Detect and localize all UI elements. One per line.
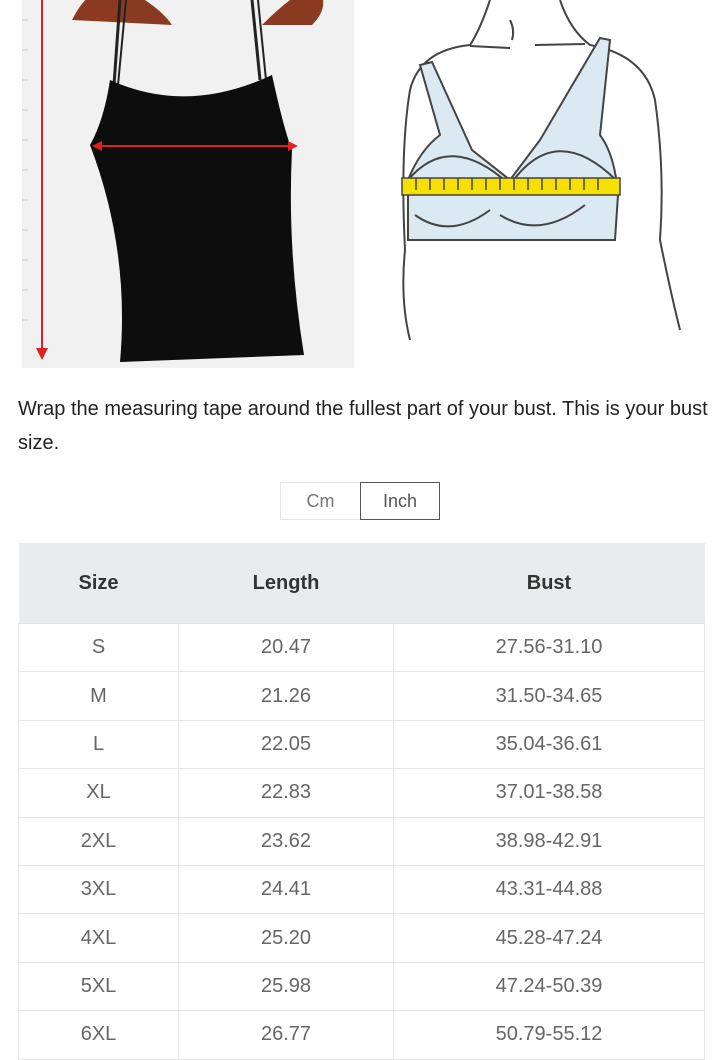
table-row xyxy=(19,769,705,817)
cell-bust: 50.79-55.12 xyxy=(394,1011,705,1059)
table-row xyxy=(19,672,705,720)
cell-bust: 45.28-47.24 xyxy=(394,914,705,962)
camisole-photo xyxy=(22,0,354,368)
table-row xyxy=(19,1011,705,1059)
cell-size: 6XL xyxy=(19,1011,179,1059)
cell-length: 22.83 xyxy=(179,769,394,817)
table-row xyxy=(19,720,705,768)
cell-bust: 27.56-31.10 xyxy=(394,624,705,672)
cell-bust: 37.01-38.58 xyxy=(394,769,705,817)
cell-size: M xyxy=(19,672,179,720)
header-size: Size xyxy=(19,543,179,624)
table-header-row xyxy=(19,543,705,624)
table-row xyxy=(19,914,705,962)
cell-size: 4XL xyxy=(19,914,179,962)
cell-size: S xyxy=(19,624,179,672)
measurement-instruction: Wrap the measuring tape around the fullest part of your bust. This is your bust size. xyxy=(18,398,708,454)
cell-length: 25.98 xyxy=(179,962,394,1010)
table-row xyxy=(19,962,705,1010)
measuring-tape xyxy=(402,178,620,195)
cell-size: 2XL xyxy=(19,817,179,865)
bust-measure-illustration xyxy=(360,0,705,368)
cell-size: L xyxy=(19,720,179,768)
bra-tape-illustration xyxy=(360,0,705,368)
unit-cm-button[interactable]: Cm xyxy=(280,482,360,520)
camisole-illustration xyxy=(22,0,354,368)
cell-length: 20.47 xyxy=(179,624,394,672)
table-row xyxy=(19,817,705,865)
header-length: Length xyxy=(179,543,394,624)
cell-bust: 43.31-44.88 xyxy=(394,865,705,913)
size-chart-table xyxy=(18,543,705,1060)
measurement-images xyxy=(0,0,720,372)
cell-bust: 47.24-50.39 xyxy=(394,962,705,1010)
unit-inch-button[interactable]: Inch xyxy=(360,482,440,520)
cell-length: 26.77 xyxy=(179,1011,394,1059)
cell-bust: 38.98-42.91 xyxy=(394,817,705,865)
cell-size: 5XL xyxy=(19,962,179,1010)
cell-length: 22.05 xyxy=(179,720,394,768)
unit-toggle xyxy=(280,482,440,522)
cell-bust: 35.04-36.61 xyxy=(394,720,705,768)
cell-length: 21.26 xyxy=(179,672,394,720)
cell-size: 3XL xyxy=(19,865,179,913)
table-row xyxy=(19,624,705,672)
cell-length: 25.20 xyxy=(179,914,394,962)
header-bust: Bust xyxy=(394,543,705,624)
table-row xyxy=(19,865,705,913)
cell-length: 23.62 xyxy=(179,817,394,865)
cell-length: 24.41 xyxy=(179,865,394,913)
cell-size: XL xyxy=(19,769,179,817)
cell-bust: 31.50-34.65 xyxy=(394,672,705,720)
